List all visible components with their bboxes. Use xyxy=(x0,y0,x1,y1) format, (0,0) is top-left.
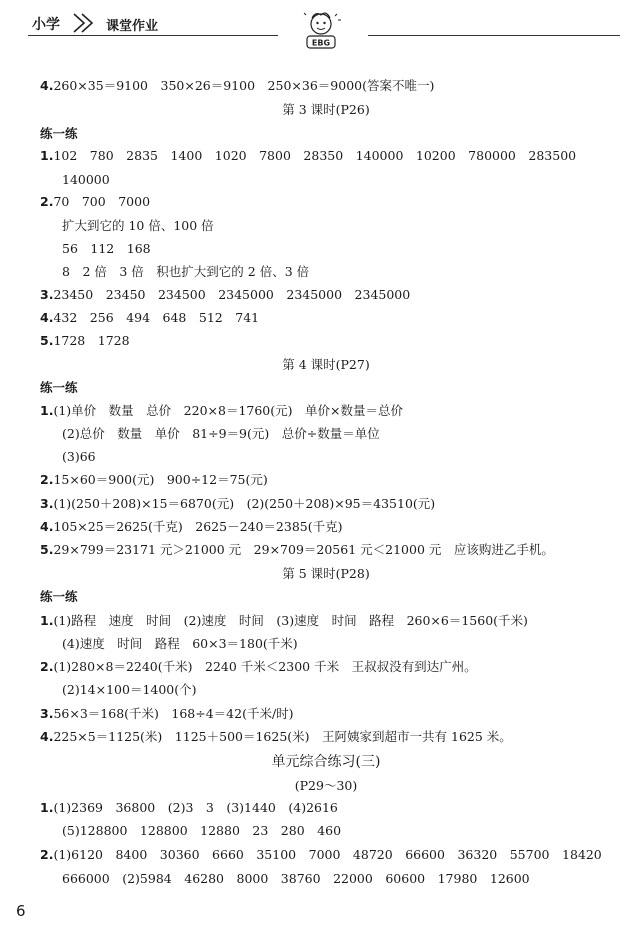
lesson-heading xyxy=(46,778,606,794)
line-text: (P29～30) xyxy=(294,778,358,793)
line-text: (3)66 xyxy=(62,449,96,464)
answer-line xyxy=(40,800,338,816)
line-text: (5)128800 128800 12880 23 280 460 xyxy=(62,823,342,838)
lesson-heading xyxy=(46,754,606,770)
lesson-heading xyxy=(46,357,606,373)
line-text: 第 4 课时(P27) xyxy=(282,357,370,372)
line-text: (1)(250＋208)×15＝6870(元) (2)(250＋208)×95＝43510(元) xyxy=(53,496,436,511)
double-chevron-icon xyxy=(70,12,100,34)
answer-line xyxy=(62,426,380,442)
question-number: 5. xyxy=(40,542,54,557)
answer-line xyxy=(40,659,477,675)
answer-line xyxy=(40,403,403,419)
line-text: (1)280×8＝2240(千米) 2240 千米＜2300 千米 王叔叔没有到达广州。 xyxy=(53,659,477,674)
answer-line xyxy=(62,636,298,652)
question-number: 5. xyxy=(40,333,54,348)
answer-line xyxy=(62,682,197,698)
grade-label: 小学 xyxy=(32,17,60,33)
question-number: 3. xyxy=(40,496,54,511)
line-text: 练一练 xyxy=(40,126,78,141)
line-text: (1)路程 速度 时间 (2)速度 时间 (3)速度 时间 路程 260×6＝1560(千米) xyxy=(53,613,528,628)
question-number: 1. xyxy=(40,800,54,815)
line-text: (2)14×100＝1400(个) xyxy=(62,682,197,697)
line-text: 432 256 494 648 512 741 xyxy=(53,310,260,325)
question-number: 4. xyxy=(40,729,54,744)
line-text: 1728 1728 xyxy=(53,333,130,348)
page-header xyxy=(28,12,618,56)
answer-line xyxy=(40,729,512,745)
line-text: 102 780 2835 1400 1020 7800 28350 140000 10200 780000 283500 xyxy=(53,148,577,163)
question-number: 2. xyxy=(40,659,54,674)
line-text: 56 112 168 xyxy=(62,241,151,256)
answer-line xyxy=(62,264,309,280)
lesson-heading xyxy=(46,102,606,118)
grade-tag xyxy=(28,12,98,34)
answer-line xyxy=(62,823,341,839)
answer-line xyxy=(40,706,294,722)
line-text: 666000 (2)5984 46280 8000 38760 22000 60600 17980 12600 xyxy=(62,871,530,886)
answer-line xyxy=(40,333,130,349)
answer-line xyxy=(62,172,110,188)
question-number: 4. xyxy=(40,519,54,534)
answer-line xyxy=(40,496,435,512)
header-rule-left xyxy=(28,35,278,36)
line-text: 单元综合练习(三) xyxy=(271,754,381,770)
answer-line xyxy=(40,542,554,558)
line-text: 8 2 倍 3 倍 积也扩大到它的 2 倍、3 倍 xyxy=(62,264,310,279)
line-text: 23450 23450 234500 2345000 2345000 2345000 xyxy=(53,287,411,302)
line-text: (1)6120 8400 30360 6660 35100 7000 48720 66600 36320 55700 18420 xyxy=(53,847,602,862)
mascot-badge-text: EBG xyxy=(311,38,331,48)
answer-line xyxy=(62,449,96,465)
section-heading xyxy=(40,380,78,396)
line-text: 15×60＝900(元) 900÷12＝75(元) xyxy=(53,472,268,487)
question-number: 4. xyxy=(40,310,54,325)
lesson-heading xyxy=(46,566,606,582)
line-text: 29×799＝23171 元＞21000 元 29×709＝20561 元＜21000 元 应该购进乙手机。 xyxy=(53,542,554,557)
question-number: 4. xyxy=(40,78,54,93)
question-number: 2. xyxy=(40,847,54,862)
question-number: 1. xyxy=(40,613,54,628)
line-text: 70 700 7000 xyxy=(53,194,151,209)
line-text: 第 3 课时(P26) xyxy=(282,102,370,117)
answer-line xyxy=(62,218,214,234)
line-text: (2)总价 数量 单价 81÷9＝9(元) 总价÷数量＝单位 xyxy=(62,426,380,441)
answer-line xyxy=(40,472,268,488)
answer-line xyxy=(40,287,410,303)
question-number: 1. xyxy=(40,403,54,418)
line-text: 105×25＝2625(千克) 2625－240＝2385(千克) xyxy=(53,519,343,534)
question-number: 3. xyxy=(40,706,54,721)
answer-line xyxy=(40,310,259,326)
line-text: (1)单价 数量 总价 220×8＝1760(元) 单价×数量＝总价 xyxy=(53,403,403,418)
answer-line xyxy=(62,871,530,887)
line-text: 260×35＝9100 350×26＝9100 250×36＝9000(答案不唯一) xyxy=(53,78,435,93)
line-text: 扩大到它的 10 倍、100 倍 xyxy=(62,218,214,233)
question-number: 2. xyxy=(40,194,54,209)
line-text: 第 5 课时(P28) xyxy=(282,566,370,581)
line-text: (4)速度 时间 路程 60×3＝180(千米) xyxy=(62,636,298,651)
line-text: 练一练 xyxy=(40,380,78,395)
line-text: 练一练 xyxy=(40,589,78,604)
answer-line xyxy=(40,847,602,863)
question-number: 1. xyxy=(40,148,54,163)
answer-line xyxy=(40,194,150,210)
answer-line xyxy=(40,613,528,629)
answer-line xyxy=(40,519,343,535)
line-text: 56×3＝168(千米) 168÷4＝42(千米/时) xyxy=(53,706,294,721)
header-rule-right xyxy=(368,35,620,36)
answer-line xyxy=(62,241,151,257)
mascot-logo-icon xyxy=(298,10,344,54)
line-text: 140000 xyxy=(62,172,110,187)
book-title: 课堂作业 xyxy=(106,19,159,34)
page-number: 6 xyxy=(16,902,26,920)
line-text: 225×5＝1125(米) 1125＋500＝1625(米) 王阿姨家到超市一共有 1625 米。 xyxy=(53,729,512,744)
section-heading xyxy=(40,589,78,605)
answer-line xyxy=(40,148,576,164)
line-text: (1)2369 36800 (2)3 3 (3)1440 (4)2616 xyxy=(53,800,338,815)
question-number: 3. xyxy=(40,287,54,302)
question-number: 2. xyxy=(40,472,54,487)
answer-line xyxy=(40,78,434,94)
section-heading xyxy=(40,126,78,142)
